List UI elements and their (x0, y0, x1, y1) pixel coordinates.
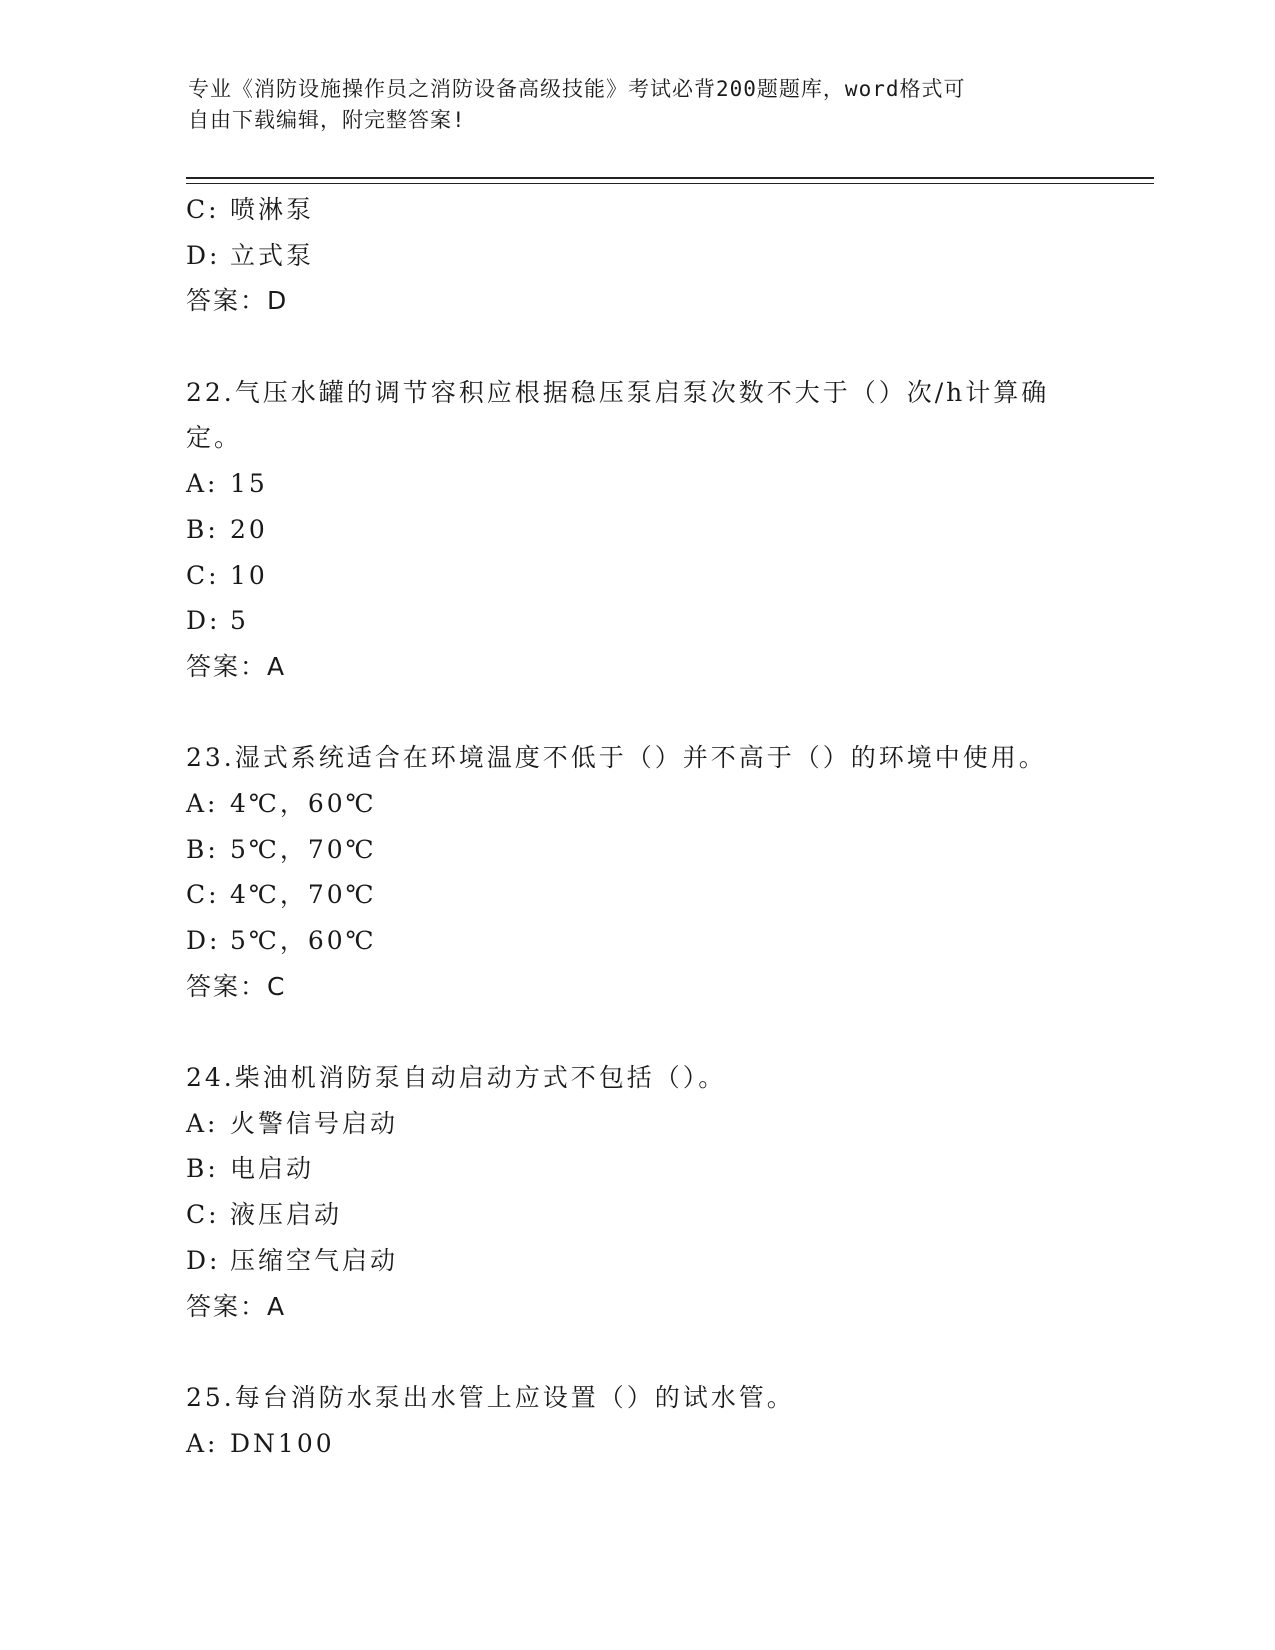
option-text: DN100 (230, 1428, 335, 1458)
header-line-1: 专业《消防设施操作员之消防设备高级技能》考试必背200题题库，word格式可 (188, 77, 966, 101)
question-stem: 25.每台消防水泵出水管上应设置（）的试水管。 (186, 1382, 795, 1412)
document-header (188, 74, 1068, 136)
option-label: D: (186, 240, 221, 270)
option-c (186, 553, 1086, 599)
question-25 (186, 1375, 1086, 1466)
option-text: 10 (230, 560, 268, 590)
option-text: 5 (230, 606, 249, 636)
option-label: A: (186, 1108, 219, 1138)
header-divider-thin (186, 183, 1154, 184)
option-c (186, 187, 1086, 233)
option-text: 火警信号启动 (230, 1108, 399, 1138)
option-c (186, 872, 1086, 918)
option-text: 20 (230, 514, 268, 544)
option-text: 电启动 (230, 1154, 315, 1184)
question-stem: 22.气压水罐的调节容积应根据稳压泵启泵次数不大于（）次/h计算确 (186, 377, 1050, 407)
option-label: D: (186, 926, 221, 955)
option-b (186, 827, 1086, 873)
option-text: 15 (230, 469, 268, 499)
answer-line: 答案：D (186, 286, 289, 316)
answer-line: 答案：A (186, 651, 287, 681)
option-label: A: (186, 1428, 219, 1458)
question-22 (186, 370, 1086, 690)
option-label: A: (186, 788, 219, 818)
option-label: C: (186, 195, 220, 224)
header-line-2: 自由下载编辑，附完整答案! (188, 108, 466, 132)
question-23 (186, 735, 1086, 1009)
option-d (186, 918, 1086, 964)
option-a (186, 1101, 1086, 1147)
question-list (186, 187, 1086, 1466)
option-d (186, 233, 1086, 279)
question-24 (186, 1055, 1086, 1329)
header-divider-thick (186, 177, 1154, 179)
option-label: C: (186, 880, 220, 910)
option-text: 4℃，60℃ (230, 788, 377, 818)
answer-line: 答案：C (186, 971, 287, 1001)
option-label: D: (186, 1245, 221, 1275)
option-b (186, 1146, 1086, 1192)
option-d (186, 1238, 1086, 1284)
answer-line: 答案：A (186, 1291, 287, 1321)
option-a (186, 1421, 1086, 1467)
option-label: A: (186, 469, 219, 499)
option-b (186, 507, 1086, 553)
option-label: C: (186, 1200, 220, 1230)
option-label: B: (186, 1154, 219, 1184)
option-d (186, 598, 1086, 644)
option-label: B: (186, 834, 219, 864)
option-text: 立式泵 (230, 240, 315, 270)
option-a (186, 461, 1086, 507)
option-label: B: (186, 514, 219, 544)
question-stem: 23.湿式系统适合在环境温度不低于（）并不高于（）的环境中使用。 (186, 743, 1047, 773)
option-text: 压缩空气启动 (230, 1245, 399, 1275)
option-label: C: (186, 560, 220, 590)
option-text: 喷淋泵 (230, 195, 315, 224)
option-text: 5℃，70℃ (230, 834, 377, 864)
option-a (186, 781, 1086, 827)
option-label: D: (186, 606, 221, 636)
option-c (186, 1192, 1086, 1238)
question-stem: 24.柴油机消防泵自动启动方式不包括（）。 (186, 1063, 727, 1093)
question-stem-continued: 定。 (186, 423, 243, 453)
option-text: 5℃，60℃ (230, 926, 377, 955)
option-text: 4℃，70℃ (230, 880, 377, 910)
option-text: 液压启动 (230, 1200, 343, 1230)
